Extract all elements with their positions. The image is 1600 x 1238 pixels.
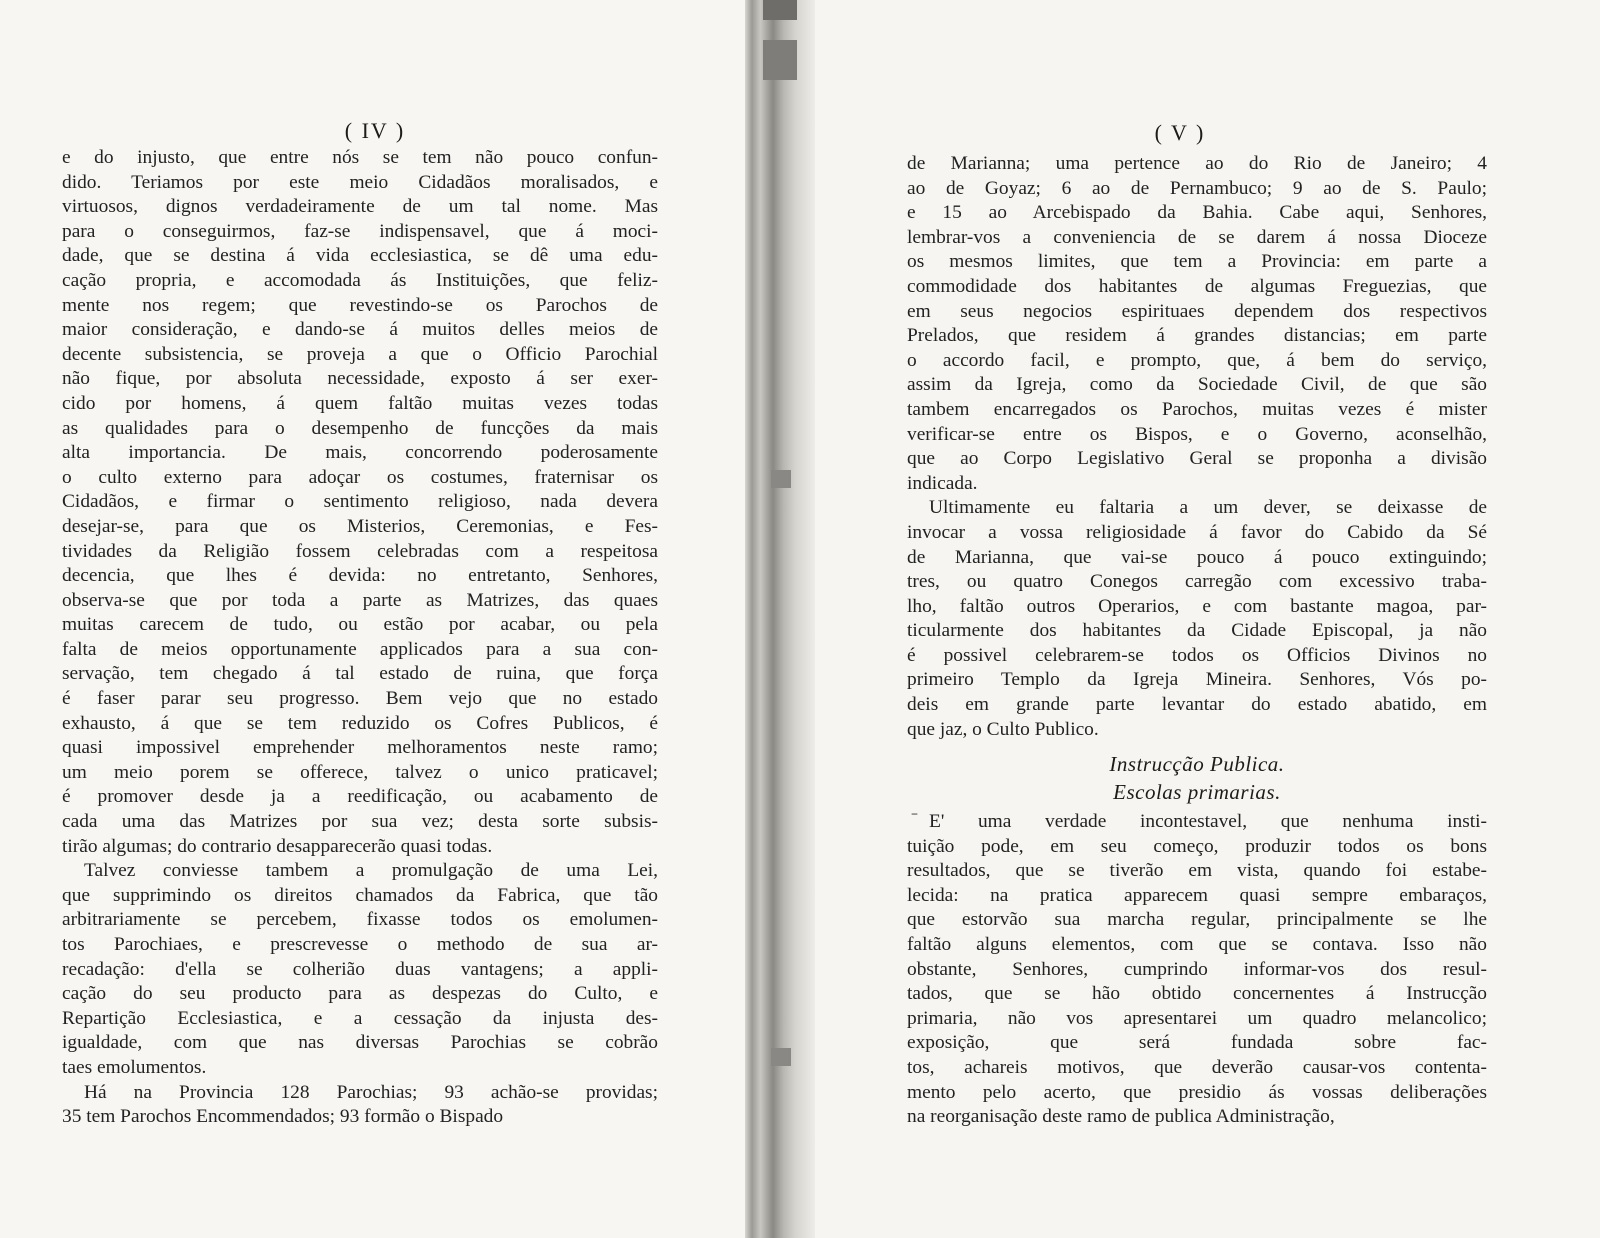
text-line: e 15 ao Arcebispado da Bahia. Cabe aqui, Senhores, — [907, 202, 1487, 224]
text-line: falta de meios opportunamente applicados para a sua con- — [62, 638, 658, 660]
text-line: de Marianna; uma pertence ao do Rio de Janeiro; 4 — [907, 153, 1487, 174]
text-line: quasi impossivel emprehender melhoramentos neste ramo; — [62, 737, 658, 759]
left-page-text — [62, 146, 658, 1130]
text-line: E' uma verdade incontestavel, que nenhuma insti- — [929, 811, 1487, 832]
print-mark: – — [911, 806, 918, 822]
text-line: ao de Goyaz; 6 ao de Pernambuco; 9 ao de S. Paulo; — [907, 177, 1487, 199]
right-page-text-top — [907, 152, 1487, 742]
text-line: em seus negocios espirituaes dependem dos respectivos — [907, 300, 1487, 322]
text-line: tados, que se hão obtido concernentes á Instrucção — [907, 983, 1487, 1005]
text-line: exposição, que será fundada sobre fac- — [907, 1032, 1487, 1054]
text-line: servação, tem chegado á tal estado de ruina, que força — [62, 663, 658, 685]
text-line: Ultimamente eu faltaria a um dever, se deixasse de — [929, 497, 1487, 519]
text-line: não fique, por absoluta necessidade, exposto á ser exer- — [62, 368, 658, 390]
text-line: é possivel celebrarem-se todos os Officios Divinos no — [907, 644, 1487, 666]
section-heading-escolas: Escolas primarias. — [1113, 780, 1281, 804]
text-line: tuição pode, em seu começo, produzir todos os bons — [907, 835, 1487, 857]
text-line: o accordo facil, e prompto, que, á bem do serviço, — [907, 349, 1487, 371]
text-line: cada uma das Matrizes por sua vez; desta sorte subsis- — [62, 811, 658, 833]
text-line: é promover desde ja a reedificação, ou acabamento de — [62, 786, 658, 808]
text-line: invocar a vossa religiosidade á favor do Cabido da Sé — [907, 521, 1487, 543]
text-line: tres, ou quatro Conegos carregão com excessivo traba- — [907, 571, 1487, 593]
text-line: cido por homens, á quem faltão muitas vezes todas — [62, 392, 658, 414]
text-line: cação do seu producto para as despezas do Culto, e — [62, 983, 658, 1005]
text-line: mento pelo acerto, que presidio ás vossas deliberações — [907, 1081, 1487, 1103]
text-line: faltão alguns elementos, com que se contava. Isso não — [907, 933, 1487, 955]
text-line: que supprimindo os direitos chamados da Fabrica, que tão — [62, 884, 658, 906]
text-line: mente nos regem; que revestindo-se os Parochos de — [62, 294, 658, 316]
text-line: as qualidades para o desempenho de funcções da mais — [62, 417, 658, 439]
text-line: primeiro Templo da Igreja Mineira. Senhores, Vós po- — [907, 669, 1487, 691]
left-page-number: ( IV ) — [344, 118, 406, 143]
text-line: e do injusto, que entre nós se tem não pouco confun- — [62, 147, 658, 168]
text-line: assim da Igreja, como da Sociedade Civil, de que são — [907, 374, 1487, 396]
text-line: ticularmente dos habitantes da Cidade Episcopal, ja não — [907, 620, 1487, 642]
text-line: indicada. — [907, 472, 978, 494]
text-line: é faser parar seu progresso. Bem vejo que no estado — [62, 688, 658, 710]
text-line: um meio porem se offerece, talvez o unico praticavel; — [62, 761, 658, 783]
text-line: os mesmos limites, que tem a Provincia: em parte a — [907, 251, 1487, 273]
right-page-text-bottom — [907, 810, 1487, 1130]
text-line: que jaz, o Culto Publico. — [907, 718, 1099, 740]
text-line: commodidade dos habitantes de algumas Freguezias, que — [907, 275, 1487, 297]
text-line: exhausto, á que se tem reduzido os Cofres Publicos, é — [62, 712, 658, 734]
book-gutter — [745, 0, 815, 1238]
text-line: tambem encarregados os Parochos, muitas vezes é mister — [907, 398, 1487, 420]
text-line: Há na Provincia 128 Parochias; 93 achão-se providas; — [84, 1081, 658, 1103]
text-line: na reorganisação deste ramo de publica Administração, — [907, 1106, 1335, 1128]
right-page — [815, 0, 1600, 1238]
text-line: virtuosos, dignos verdadeiramente de um tal nome. Mas — [62, 196, 658, 218]
text-line: dido. Teriamos por este meio Cidadãos moralisados, e — [62, 171, 658, 193]
text-line: Repartição Ecclesiastica, e a cessação da injusta des- — [62, 1007, 658, 1029]
text-line: primaria, não vos apresentarei um quadro melancolico; — [907, 1007, 1487, 1029]
text-line: lho, faltão outros Operarios, e com bastante magoa, par- — [907, 595, 1487, 617]
text-line: alta importancia. De mais, concorrendo poderosamente — [62, 442, 658, 464]
text-line: que ao Corpo Legislativo Geral se proponha a divisão — [907, 448, 1487, 470]
text-line: Cidadãos, e firmar o sentimento religioso, nada devera — [62, 491, 658, 513]
text-line: deis em grande parte levantar do estado abatido, em — [907, 694, 1487, 716]
text-line: arbitrariamente se percebem, fixasse todos os emolumen- — [62, 909, 658, 931]
right-page-number: ( V ) — [1154, 120, 1206, 145]
text-line: Prelados, que residem á grandes distancias; em parte — [907, 325, 1487, 347]
text-line: de Marianna, que vai-se pouco á pouco extinguindo; — [907, 546, 1487, 568]
text-line: Talvez conviesse tambem a promulgação de uma Lei, — [84, 860, 658, 882]
text-line: tirão algumas; do contrario desapparecerão quasi todas. — [62, 835, 493, 857]
text-line: muitas carecem de tudo, ou estão por acabar, ou pela — [62, 614, 658, 636]
left-page — [0, 0, 745, 1238]
text-line: que estorvão sua marcha regular, principalmente se lhe — [907, 909, 1487, 931]
text-line: taes emolumentos. — [62, 1056, 207, 1078]
text-line: tividades da Religião fossem celebradas com a respeitosa — [62, 540, 658, 562]
text-line: verificar-se entre os Bispos, e o Governo, aconselhão, — [907, 423, 1487, 445]
text-line: maior consideração, e dando-se á muitos delles meios de — [62, 319, 658, 341]
text-line: recadação: d'ella se colherião duas vantagens; a appli- — [62, 958, 658, 980]
section-heading-instrucção: Instrucção Publica. — [1109, 752, 1285, 776]
text-line: lembrar-vos a conveniencia de se darem á nossa Dioceze — [907, 226, 1487, 248]
text-line: obstante, Senhores, cumprindo informar-vos dos resul- — [907, 958, 1487, 980]
text-line: decente subsistencia, se proveja a que o Officio Parochial — [62, 343, 658, 365]
text-line: lecida: na pratica apparecem quasi sempre embaraços, — [907, 884, 1487, 906]
text-line: dade, que se destina á vida ecclesiastica, se dê uma edu- — [62, 245, 658, 267]
text-line: para o conseguirmos, faz-se indispensavel, que á moci- — [62, 220, 658, 242]
text-line: resultados, que se tiverão em vista, quando foi estabe- — [907, 860, 1487, 882]
text-line: decencia, que lhes é devida: no entretanto, Senhores, — [62, 565, 658, 587]
text-line: 35 tem Parochos Encommendados; 93 formão o Bispado — [62, 1106, 504, 1128]
text-line: observa-se que por toda a parte as Matrizes, das quaes — [62, 589, 658, 611]
text-line: desejar-se, para que os Misterios, Ceremonias, e Fes- — [62, 515, 658, 537]
text-line: o culto externo para adoçar os costumes, fraternisar os — [62, 466, 658, 488]
text-line: tos, achareis motivos, que deverão causar-vos contenta- — [907, 1056, 1487, 1078]
text-line: cação propria, e accomodada ás Instituições, que feliz- — [62, 269, 658, 291]
text-line: igualdade, com que nas diversas Parochias se cobrão — [62, 1032, 658, 1054]
text-line: tos Parochiaes, e prescrevesse o methodo de sua ar- — [62, 934, 658, 955]
